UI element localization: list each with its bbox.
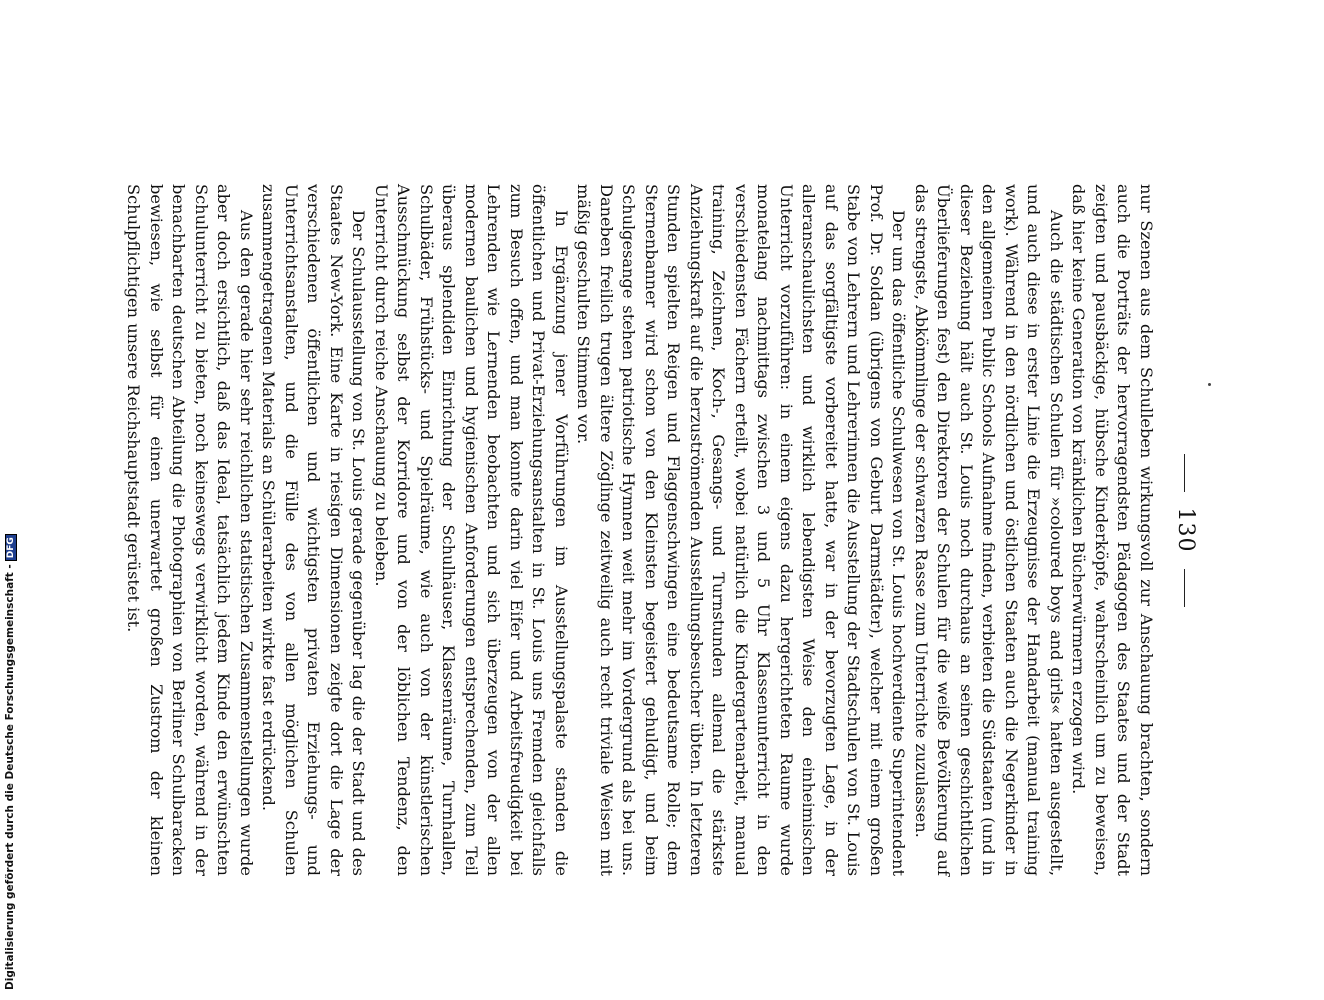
paragraph-6: Aus den gerade hier sehr reichlichen statistischen Zusammenstellungen wurde aber doch ersichtlich, daß das Ideal, tatsächlich jedem Kinde den erwünschten Schulunterricht zu bieten, noch keineswegs verwirklicht worden, während in der benachbarten deutschen Abteilung die Photographien von Berliner Schulbaracken bewiesen, wie selbst für einen unerwartet großen Zustrom der kleinen Schulpflichtigen unsere Reichshauptstadt gerüstet ist. (124, 184, 256, 876)
page-content (124, 180, 1205, 880)
page-number-line (1171, 180, 1199, 880)
paragraph-1: nur Szenen aus dem Schulleben wirkungsvoll zur Anschauung brachten, sondern auch die Porträts der hervorragendsten Pädagogen des Staates und der Stadt zeigten und pausbäckige, hübsche Kinderköpfe, wahrscheinlich um zu beweisen, daß hier keine Generation von kränklichen Bücherwürmern erzogen wird. (1069, 184, 1156, 876)
digitisation-credit (4, 534, 17, 990)
paragraph-5: Der Schulausstellung von St. Louis gerade gegenüber lag die der Stadt und des Staates New-York. Eine Karte in riesigen Dimensionen zeigte dort die Lage der verschiedenen öffentlichen und wichtigsten privaten Erziehungs- und Unterrichtsanstalten, und die Fülle des von allen möglichen Schulen zusammengetragenen Materials an Schülerarbeiten wirkte fast erdrückend. (259, 184, 369, 876)
credit-text: Digitalisierung gefördert durch die Deutsche Forschungsgemeinschaft - (4, 564, 16, 990)
scan-speck (1208, 383, 1211, 386)
body-text (122, 180, 1157, 880)
page-number: 130 (1173, 507, 1198, 553)
rotated-page-scan (124, 180, 1205, 880)
page-number-dash-left (1185, 454, 1186, 492)
paragraph-4: In Ergänzung jener Vorführungen im Ausstellungspalaste standen die öffentlichen und Privat-Erziehungsanstalten in St. Louis uns Fremden gleichfalls zum Besuch offen, und man konnte darin viel Eifer und Arbeitsfreudigkeit bei Lehrenden wie Lernenden beobachten und sich überzeugen von der allen modernen baulichen und hygienischen Anforderungen entsprechenden, zum Teil überaus splendiden Einrichtung der Schulhäuser, Klassenräume, Turnhallen, Schulbäder, Frühstücks- und Spielräume, wie auch von der künstlerischen Ausschmückung selbst der Korridore und von der löblichen Tendenz, den Unterricht durch reiche Anschauung zu beleben. (372, 184, 571, 876)
digitisation-credit-strip (0, 0, 16, 1000)
paragraph-2: Auch die städtischen Schulen für »coloured boys and girls« hatten ausgestellt, und auch diese in erster Linie die Erzeugnisse der Handarbeit (manual training work). Während in den nördlichen und östlichen Staaten auch die Negerkinder in den allgemeinen Public Schools Aufnahme finden, verbieten die Südstaaten (und in dieser Beziehung hält auch St. Louis noch durchaus an seinen geschichtlichen Überlieferungen fest) den Direktoren der Schulen für die weiße Bevölkerung auf das strengste, Abkömmlinge der schwarzen Rasse zum Unterrichte zuzulassen. (912, 184, 1066, 876)
dfg-logo: DFG (5, 534, 17, 561)
paragraph-3: Der um das öffentliche Schulwesen von St. Louis hochverdiente Superintendent Prof. Dr. Soldan (übrigens von Geburt Darmstädter), welcher mit einem großen Stabe von Lehrern und Lehrerinnen die Ausstellung der Stadtschulen von St. Louis auf das sorgfältigste vorbereitet hatte, war in der bevorzugten Lage, in der alleranschaulichsten und wirklich lebendigsten Weise den einheimischen Unterricht vorzuführen: in einem eigens dazu hergerichteten Raume wurde monatelang nachmittags zwischen 3 und 5 Uhr Klassenunterricht in den verschiedensten Fächern erteilt, wobei natürlich die Kindergartenarbeit, manual training, Zeichnen, Koch-, Gesangs- und Turnstunden allemal die stärkste Anziehungskraft auf die herzuströmenden Ausstellungsbesucher übten. In letzteren Stunden spielten Reigen und Flaggenschwingen eine bedeutsame Rolle; dem Sternenbanner wird schon von den Kleinsten begeistert gehuldigt, und beim Schulgesange stehen patriotische Hymnen weit mehr im Vordergrund als bei uns. Daneben freilich trugen ältere Zöglinge zeitweilig auch recht triviale Weisen mit mäßig geschulten Stimmen vor. (574, 184, 909, 876)
page-number-dash-right (1185, 569, 1186, 607)
